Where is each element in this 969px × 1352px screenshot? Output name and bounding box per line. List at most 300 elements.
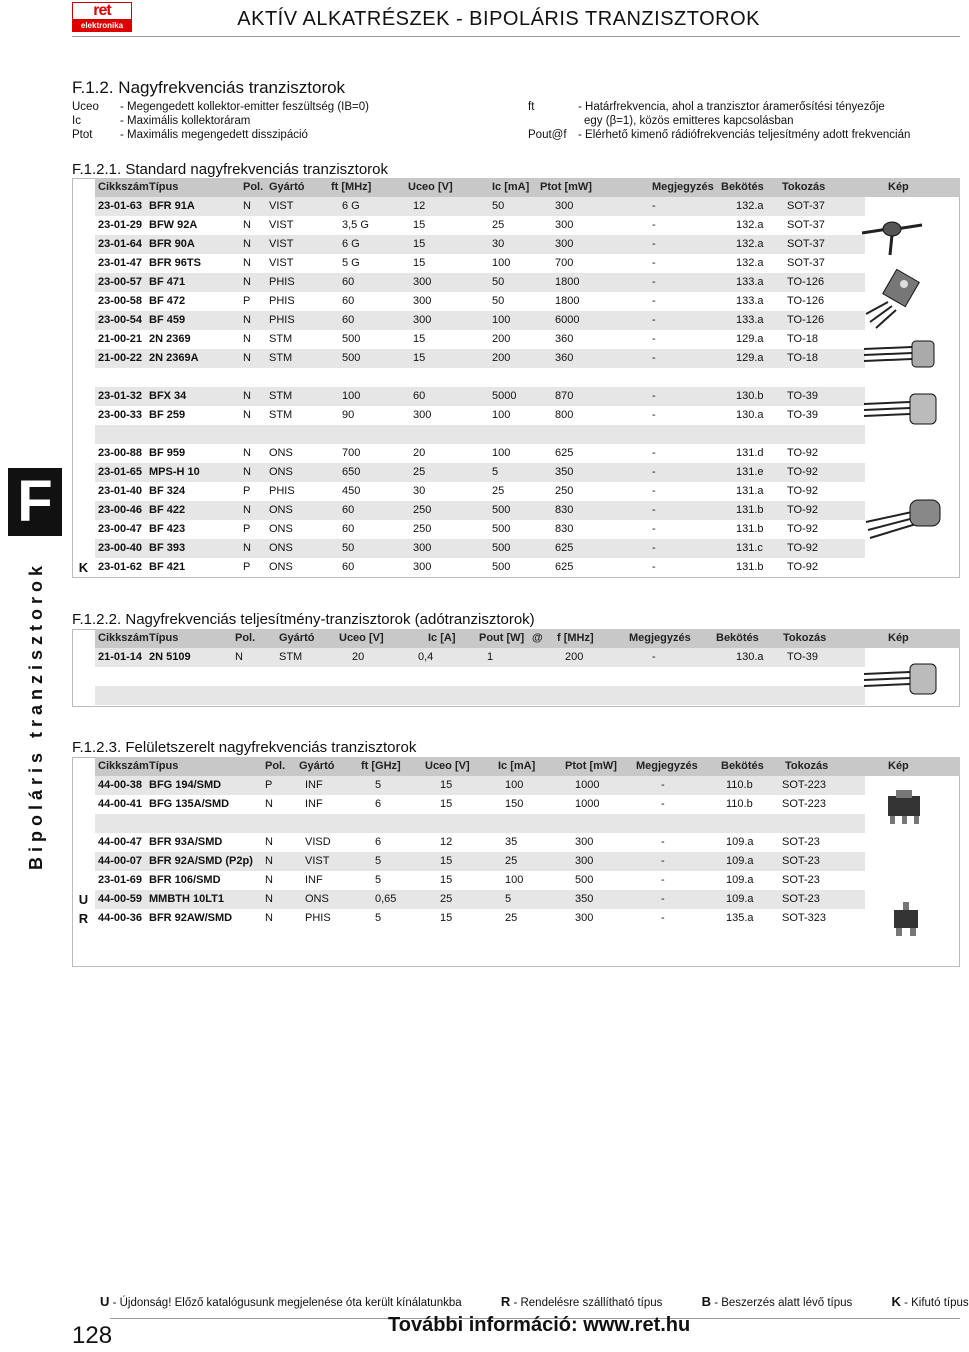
table-cell: 44-00-36 <box>98 912 143 924</box>
table-cell: TO-18 <box>787 352 818 364</box>
table-cell: ONS <box>269 542 293 554</box>
table-cell: 15 <box>413 219 426 231</box>
table-row <box>95 501 865 520</box>
table-cell: 100 <box>492 447 511 459</box>
legend-right: ft - Határfrekvencia, ahol a tranzisztor áramerősítési tényezője egy (β=1), közös emitteres kapcsolásban Pout@f - Elérhető kimenő rádiófrekvenciás teljesítmény adott frekvencián <box>528 101 911 141</box>
table-cell: N <box>243 542 251 554</box>
table-row <box>95 776 865 795</box>
table-cell: 6 <box>375 798 382 810</box>
table-row <box>95 871 865 890</box>
column-header: Ptot [mW] <box>540 181 592 193</box>
table-cell: 130.a <box>736 409 764 421</box>
to92-package-image <box>862 494 952 544</box>
table-cell: 44-00-38 <box>98 779 143 791</box>
table-cell: - <box>652 409 656 421</box>
table-cell: 60 <box>342 314 355 326</box>
table-cell: - <box>661 855 665 867</box>
table-cell: 23-00-57 <box>98 276 143 288</box>
table-cell: 100 <box>492 257 511 269</box>
table-cell: N <box>265 874 273 886</box>
column-header: Kép <box>888 181 909 193</box>
table-row <box>95 216 865 235</box>
table-cell: 50 <box>342 542 355 554</box>
legend-left: Uceo - Megengedett kollektor-emitter feszültség (IB=0) Ic - Maximális kollektoráram Ptot - Maximális megengedett disszipáció <box>72 101 369 141</box>
table-cell: TO-92 <box>787 447 818 459</box>
column-header: Gyártó <box>299 760 335 772</box>
table-cell: TO-126 <box>787 295 825 307</box>
table-row <box>95 909 865 928</box>
table-cell: - <box>652 333 656 345</box>
table-cell: - <box>652 542 656 554</box>
table-cell: 44-00-59 <box>98 893 143 905</box>
table-cell: 250 <box>413 523 432 535</box>
table-cell: ONS <box>269 504 293 516</box>
table-cell: 2N 2369A <box>149 352 199 364</box>
column-header: Kép <box>888 632 909 644</box>
column-header: Típus <box>149 181 179 193</box>
table-cell: N <box>243 257 251 269</box>
table-cell: TO-18 <box>787 333 818 345</box>
sot37-package-image <box>862 205 922 255</box>
table-cell: STM <box>269 390 293 402</box>
table-cell: 109.a <box>726 893 754 905</box>
t2-header <box>95 629 960 648</box>
table-cell: BF 471 <box>149 276 186 288</box>
column-header: Pout [W] <box>479 632 525 644</box>
table-cell: N <box>243 200 251 212</box>
table-cell: INF <box>305 874 323 886</box>
t1-title: F.1.2.1. Standard nagyfrekvenciás tranzisztorok <box>72 161 388 178</box>
table-cell: 300 <box>555 219 574 231</box>
table-cell: 5000 <box>492 390 517 402</box>
table-cell: 300 <box>575 912 594 924</box>
header-divider <box>72 36 960 37</box>
table-cell: BFR 93A/SMD <box>149 836 223 848</box>
table-cell: 100 <box>505 779 524 791</box>
table-cell: BF 959 <box>149 447 186 459</box>
table-cell: 25 <box>413 466 426 478</box>
table-cell: PHIS <box>269 295 295 307</box>
ret-logo <box>72 2 132 34</box>
table-cell: BFR 106/SMD <box>149 874 221 886</box>
table-row <box>95 197 865 216</box>
table-cell: 35 <box>505 836 518 848</box>
table-row <box>95 852 865 871</box>
table-cell: 300 <box>413 295 432 307</box>
table-cell: 15 <box>440 798 453 810</box>
table-cell: 60 <box>413 390 426 402</box>
table-cell: 700 <box>342 447 361 459</box>
table-row <box>95 648 865 667</box>
table-cell: 300 <box>413 276 432 288</box>
table-cell: 60 <box>342 504 355 516</box>
table-cell: BFG 194/SMD <box>149 779 222 791</box>
table-cell: 830 <box>555 504 574 516</box>
table-cell: 133.a <box>736 295 764 307</box>
column-header: Cikkszám <box>98 181 149 193</box>
table-cell: 132.a <box>736 219 764 231</box>
table-cell: 15 <box>413 257 426 269</box>
table-cell: TO-92 <box>787 485 818 497</box>
table-cell: 5 <box>375 855 382 867</box>
table-cell: 500 <box>492 523 511 535</box>
table-cell: 5 <box>505 893 512 905</box>
table-cell: VIST <box>269 219 294 231</box>
table-cell: 6 G <box>342 238 360 250</box>
table-cell: 110.b <box>726 798 753 810</box>
footer-legend: U - Újdonság! Előző katalógusunk megjelenése óta került kínálatunkba R - Rendelésre szállítható típus B - Beszerzés alatt lévő típus K - Kifutó típus <box>100 1294 969 1309</box>
table-cell: 300 <box>413 314 432 326</box>
t3-title: F.1.2.3. Felületszerelt nagyfrekvenciás tranzisztorok <box>72 739 417 756</box>
table-cell: PHIS <box>269 276 295 288</box>
table-cell: 5 <box>375 779 382 791</box>
table-cell: TO-39 <box>787 651 818 663</box>
table-cell: 50 <box>492 200 505 212</box>
table-cell: VISD <box>305 836 331 848</box>
table-cell: 25 <box>492 219 505 231</box>
table-row <box>95 311 865 330</box>
table-cell: N <box>243 219 251 231</box>
table-cell: 300 <box>575 855 594 867</box>
table-cell: 450 <box>342 485 361 497</box>
table-cell: N <box>243 390 251 402</box>
t3-header <box>95 757 960 776</box>
to18-package-image <box>862 335 942 375</box>
to126-package-image <box>862 270 922 330</box>
table-cell: ONS <box>269 466 293 478</box>
t2-title: F.1.2.2. Nagyfrekvenciás teljesítmény-tranzisztorok (adótranzisztorok) <box>72 611 535 628</box>
table-cell: ONS <box>269 447 293 459</box>
table-cell: 15 <box>413 352 426 364</box>
table-cell: 250 <box>413 504 432 516</box>
table-row <box>95 444 865 463</box>
table-cell: PHIS <box>305 912 331 924</box>
table-cell: 15 <box>413 238 426 250</box>
table-cell: SOT-23 <box>782 874 820 886</box>
table-cell: 60 <box>342 561 355 573</box>
column-header: Tokozás <box>785 760 829 772</box>
column-header: Gyártó <box>269 181 305 193</box>
table-cell: 300 <box>413 542 432 554</box>
table-cell: 2N 5109 <box>149 651 191 663</box>
table-cell: 21-00-22 <box>98 352 143 364</box>
table-cell: 60 <box>342 276 355 288</box>
table-cell: 44-00-07 <box>98 855 143 867</box>
table-cell: 300 <box>575 836 594 848</box>
table-cell: 1 <box>487 651 494 663</box>
table-cell: - <box>652 523 656 535</box>
table-row <box>95 406 865 425</box>
table-row <box>95 520 865 539</box>
footer-info: További információ: www.ret.hu <box>388 1314 691 1336</box>
table-cell: 109.a <box>726 874 754 886</box>
table-cell: - <box>652 447 656 459</box>
sot223-package-image <box>880 790 930 830</box>
table-cell: ONS <box>269 523 293 535</box>
table-cell: N <box>265 855 273 867</box>
table-cell: 300 <box>413 409 432 421</box>
table-cell: - <box>661 798 665 810</box>
column-header: Kép <box>888 760 909 772</box>
table-cell: 130.a <box>736 651 764 663</box>
table-cell: ONS <box>269 561 293 573</box>
table-cell: N <box>243 409 251 421</box>
table-cell: 135.a <box>726 912 754 924</box>
table-cell: - <box>652 390 656 402</box>
table-cell: 200 <box>565 651 584 663</box>
table-cell: BF 324 <box>149 485 186 497</box>
table-cell: 109.a <box>726 855 754 867</box>
column-header: Pol. <box>265 760 286 772</box>
column-header: Megjegyzés <box>652 181 714 193</box>
table-cell: - <box>652 200 656 212</box>
table-cell: TO-92 <box>787 466 818 478</box>
table-cell: 625 <box>555 561 574 573</box>
table-cell: BF 422 <box>149 504 186 516</box>
column-header: Típus <box>149 760 179 772</box>
table-cell: TO-126 <box>787 314 825 326</box>
t1-header <box>95 178 960 197</box>
table-cell: 100 <box>492 409 511 421</box>
table-cell: TO-39 <box>787 390 818 402</box>
column-header: @ <box>532 632 543 644</box>
table-row <box>95 387 865 406</box>
table-cell: 23-00-88 <box>98 447 143 459</box>
table-row <box>95 368 865 387</box>
table-cell: P <box>265 779 273 791</box>
column-header: Ptot [mW] <box>565 760 617 772</box>
sidebar-text: Bipoláris tranzisztorok <box>26 560 46 870</box>
table-cell: BFR 92AW/SMD <box>149 912 233 924</box>
table-cell: 2N 2369 <box>149 333 191 345</box>
table-row <box>95 482 865 501</box>
table-cell: 44-00-47 <box>98 836 143 848</box>
table-cell: 200 <box>492 333 511 345</box>
table-cell: BFR 90A <box>149 238 195 250</box>
table-cell: 130.b <box>736 390 764 402</box>
table-cell: 23-01-65 <box>98 466 143 478</box>
table-cell: BF 259 <box>149 409 186 421</box>
table-row <box>95 814 865 833</box>
table-cell: - <box>652 504 656 516</box>
status-flag: K <box>78 560 89 575</box>
table-cell: BF 423 <box>149 523 186 535</box>
table-cell: 23-01-69 <box>98 874 143 886</box>
table-cell: TO-126 <box>787 276 825 288</box>
page-number: 128 <box>72 1322 113 1349</box>
table-cell: BFR 96TS <box>149 257 201 269</box>
table-cell: BFR 91A <box>149 200 195 212</box>
column-header: Pol. <box>235 632 256 644</box>
table-cell: SOT-23 <box>782 836 820 848</box>
table-cell: - <box>652 561 656 573</box>
table-cell: INF <box>305 798 323 810</box>
table-cell: SOT-223 <box>782 798 827 810</box>
table-cell: 625 <box>555 447 574 459</box>
table-cell: SOT-37 <box>787 238 825 250</box>
table-cell: 6 <box>375 836 382 848</box>
column-header: Típus <box>149 632 179 644</box>
table-cell: 12 <box>413 200 426 212</box>
table-cell: 100 <box>492 314 511 326</box>
table-cell: VIST <box>269 200 294 212</box>
table-cell: N <box>243 333 251 345</box>
table-cell: 6000 <box>555 314 580 326</box>
table-cell: 1800 <box>555 295 580 307</box>
table-cell: BF 459 <box>149 314 186 326</box>
table-cell: P <box>243 561 251 573</box>
table-cell: VIST <box>269 257 294 269</box>
table-row <box>95 539 865 558</box>
table-cell: TO-92 <box>787 523 818 535</box>
table-cell: 131.d <box>736 447 764 459</box>
table-cell: 131.c <box>736 542 763 554</box>
table-cell: 650 <box>342 466 361 478</box>
table-cell: MMBTH 10LT1 <box>149 893 224 905</box>
column-header: Tokozás <box>782 181 826 193</box>
column-header: Bekötés <box>721 181 764 193</box>
table-row-empty <box>95 686 865 705</box>
table-cell: N <box>243 466 251 478</box>
table-cell: N <box>243 447 251 459</box>
section-title: F.1.2. Nagyfrekvenciás tranzisztorok <box>72 78 346 97</box>
table-cell: 133.a <box>736 276 764 288</box>
table-row <box>95 425 865 444</box>
table-cell: PHIS <box>269 314 295 326</box>
table-row <box>95 558 865 577</box>
column-header: Cikkszám <box>98 760 149 772</box>
table-cell: N <box>243 276 251 288</box>
table-cell: 129.a <box>736 352 764 364</box>
table-cell: 131.a <box>736 485 764 497</box>
table-cell: 350 <box>555 466 574 478</box>
table-cell: 15 <box>440 874 453 886</box>
table-cell: - <box>652 314 656 326</box>
table-cell: 131.b <box>736 523 764 535</box>
table-cell: 150 <box>505 798 524 810</box>
table-row <box>95 890 865 909</box>
table-cell: 350 <box>575 893 594 905</box>
column-header: Uceo [V] <box>408 181 453 193</box>
table-cell: 23-00-33 <box>98 409 143 421</box>
table-cell: 25 <box>505 855 518 867</box>
table-cell: 100 <box>505 874 524 886</box>
logo-top: ret <box>72 2 132 20</box>
table-cell: 1000 <box>575 798 600 810</box>
table-cell: 0,4 <box>418 651 434 663</box>
table-cell: TO-39 <box>787 409 818 421</box>
table-row <box>95 273 865 292</box>
column-header: Ic [mA] <box>498 760 536 772</box>
table-cell: 700 <box>555 257 574 269</box>
table-row <box>95 254 865 273</box>
table-cell: 23-00-47 <box>98 523 143 535</box>
table-cell: 23-01-32 <box>98 390 143 402</box>
table-cell: N <box>243 352 251 364</box>
table-row-empty <box>95 667 865 686</box>
table-cell: 5 G <box>342 257 360 269</box>
table-cell: PHIS <box>269 485 295 497</box>
table-cell: - <box>661 874 665 886</box>
table-cell: VIST <box>269 238 294 250</box>
table-row <box>95 463 865 482</box>
table-cell: - <box>652 257 656 269</box>
table-cell: 100 <box>342 390 361 402</box>
table-cell: TO-92 <box>787 561 818 573</box>
table-cell: 5 <box>375 874 382 886</box>
table-cell: 132.a <box>736 238 764 250</box>
table-cell: N <box>265 798 273 810</box>
column-header: Uceo [V] <box>425 760 470 772</box>
to39-power-package-image <box>862 660 942 700</box>
table-cell: 90 <box>342 409 355 421</box>
table-cell: 500 <box>492 542 511 554</box>
table-cell: 830 <box>555 523 574 535</box>
to39-package-image <box>862 390 942 430</box>
table-cell: BF 472 <box>149 295 186 307</box>
table-cell: 132.a <box>736 257 764 269</box>
table-cell: - <box>652 219 656 231</box>
table-cell: 500 <box>575 874 594 886</box>
table-cell: 132.a <box>736 200 764 212</box>
table-cell: 50 <box>492 295 505 307</box>
table-cell: 109.a <box>726 836 754 848</box>
table-cell: 23-00-40 <box>98 542 143 554</box>
table-cell: 30 <box>413 485 426 497</box>
column-header: Gyártó <box>279 632 315 644</box>
table-cell: 20 <box>413 447 426 459</box>
column-header: Ic [mA] <box>492 181 530 193</box>
table-cell: - <box>652 238 656 250</box>
table-cell: 23-01-47 <box>98 257 143 269</box>
table-cell: N <box>265 912 273 924</box>
table-cell: P <box>243 485 251 497</box>
table-cell: - <box>661 893 665 905</box>
column-header: Bekötés <box>716 632 759 644</box>
table-cell: 23-01-63 <box>98 200 143 212</box>
table-cell: 500 <box>492 504 511 516</box>
table-cell: 200 <box>492 352 511 364</box>
table-cell: 23-01-62 <box>98 561 143 573</box>
table-cell: 3,5 G <box>342 219 369 231</box>
table-cell: 5 <box>492 466 499 478</box>
sidebar-letter: F <box>8 468 62 536</box>
table-cell: STM <box>269 352 293 364</box>
table-cell: 1800 <box>555 276 580 288</box>
table-cell: 30 <box>492 238 505 250</box>
table-cell: - <box>661 912 665 924</box>
table-cell: - <box>661 779 665 791</box>
table-cell: VIST <box>305 855 330 867</box>
table-cell: 500 <box>492 561 511 573</box>
table-cell: SOT-23 <box>782 893 820 905</box>
table-cell: 23-01-64 <box>98 238 143 250</box>
column-header: Ic [A] <box>428 632 456 644</box>
table-cell: BFX 34 <box>149 390 187 402</box>
table-cell: BFG 135A/SMD <box>149 798 230 810</box>
logo-bottom: elektronika <box>72 20 132 32</box>
table-cell: STM <box>269 333 293 345</box>
table-cell: 23-01-29 <box>98 219 143 231</box>
table-cell: - <box>652 651 656 663</box>
table-cell: SOT-23 <box>782 855 820 867</box>
table-cell: BFR 92A/SMD (P2p) <box>149 855 253 867</box>
status-flag: R <box>78 911 89 926</box>
table-cell: 23-01-40 <box>98 485 143 497</box>
table-cell: INF <box>305 779 323 791</box>
table-row <box>95 235 865 254</box>
table-cell: 800 <box>555 409 574 421</box>
